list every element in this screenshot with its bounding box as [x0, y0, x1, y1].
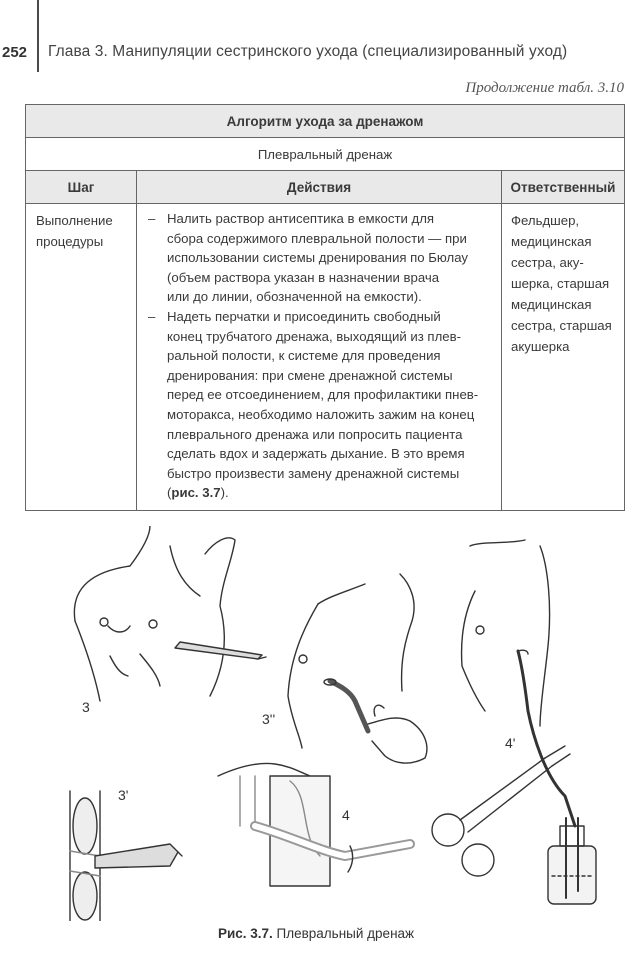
- step-cell: [26, 204, 137, 511]
- responsible-cell: [502, 204, 625, 511]
- dash-bullet: –: [148, 308, 156, 324]
- action-line: ральной полости, к системе для проведения: [167, 348, 441, 364]
- table-title: Алгоритм ухода за дренажом: [26, 105, 625, 138]
- responsible-line: сестра, аку-: [511, 255, 584, 270]
- table-subtitle: Плевральный дренаж: [26, 138, 625, 171]
- step-line: Выполнение: [36, 213, 113, 228]
- table-continuation: Продолжение табл. 3.10: [465, 80, 624, 96]
- page-number: 252: [2, 44, 28, 61]
- table-row: [26, 204, 625, 511]
- responsible-line: шерка, старшая: [511, 276, 610, 291]
- pleural-drainage-illustration: [0, 526, 632, 921]
- responsible-line: Фельдшер,: [511, 213, 580, 228]
- action-line: использовании системы дренирования по Бюлау: [167, 250, 468, 266]
- figure-label-3pp: 3'': [262, 711, 276, 727]
- action-line: сделать вдох и задержать дыхание. В это время: [167, 446, 465, 462]
- figure-caption-text: Плевральный дренаж: [272, 926, 415, 941]
- figure-label-3p: 3': [118, 787, 129, 803]
- responsible-line: сестра, старшая: [511, 318, 612, 333]
- panel-torso-side-tube: [288, 574, 427, 763]
- column-header-responsible: Ответственный: [502, 171, 625, 204]
- responsible-line: акушерка: [511, 339, 570, 354]
- step-line: процедуры: [36, 234, 104, 249]
- figure-caption-number: Рис. 3.7.: [217, 926, 273, 941]
- action-line: конец трубчатого дренажа, выходящий из плев-: [167, 328, 461, 344]
- column-header-step: Шаг: [26, 171, 137, 204]
- figure-label-4p: 4': [505, 735, 516, 751]
- panel-side-torso-clamp: [432, 540, 596, 904]
- action-line: моторакса, необходимо наложить зажим на конец: [167, 406, 475, 422]
- panel-torso-front: [74, 526, 266, 701]
- chapter-title: Глава 3. Манипуляции сестринского ухода (специализированный уход): [48, 43, 568, 60]
- action-line: Налить раствор антисептика в емкости для: [167, 211, 435, 226]
- action-line: Надеть перчатки и присоединить свободный: [167, 308, 441, 324]
- figure-label-4: 4: [342, 807, 350, 823]
- panel-cross-section-trocar: [70, 791, 182, 921]
- dash-bullet: –: [148, 211, 156, 226]
- action-line: дренирования: при смене дренажной системы: [167, 367, 453, 383]
- figure-label-3: 3: [82, 699, 90, 715]
- responsible-line: медицинская: [511, 234, 592, 249]
- algorithm-table: [25, 104, 625, 511]
- action-line: перед ее отсоединением, для профилактики пнев-: [167, 387, 479, 403]
- action-line: сбора содержимого плевральной полости — при: [167, 230, 467, 246]
- header-divider: [37, 0, 39, 72]
- figure-reference[interactable]: рис. 3.7: [171, 485, 221, 501]
- action-item: [148, 307, 493, 503]
- figure-caption: [0, 926, 632, 941]
- action-line-ref: (рис. 3.7).: [167, 485, 229, 501]
- actions-cell: [137, 204, 502, 511]
- action-item: [148, 209, 493, 307]
- column-header-actions: Действия: [137, 171, 502, 204]
- responsible-line: медицинская: [511, 297, 592, 312]
- action-line: плеврального дренажа или попросить пациента: [167, 426, 463, 442]
- action-line: быстро произвести замену дренажной системы: [167, 465, 460, 481]
- panel-cross-section-drain: [218, 764, 410, 887]
- action-line: (объем раствора указан в назначении врача: [167, 269, 440, 285]
- action-line: или до линии, обозначенной на емкости).: [167, 289, 422, 305]
